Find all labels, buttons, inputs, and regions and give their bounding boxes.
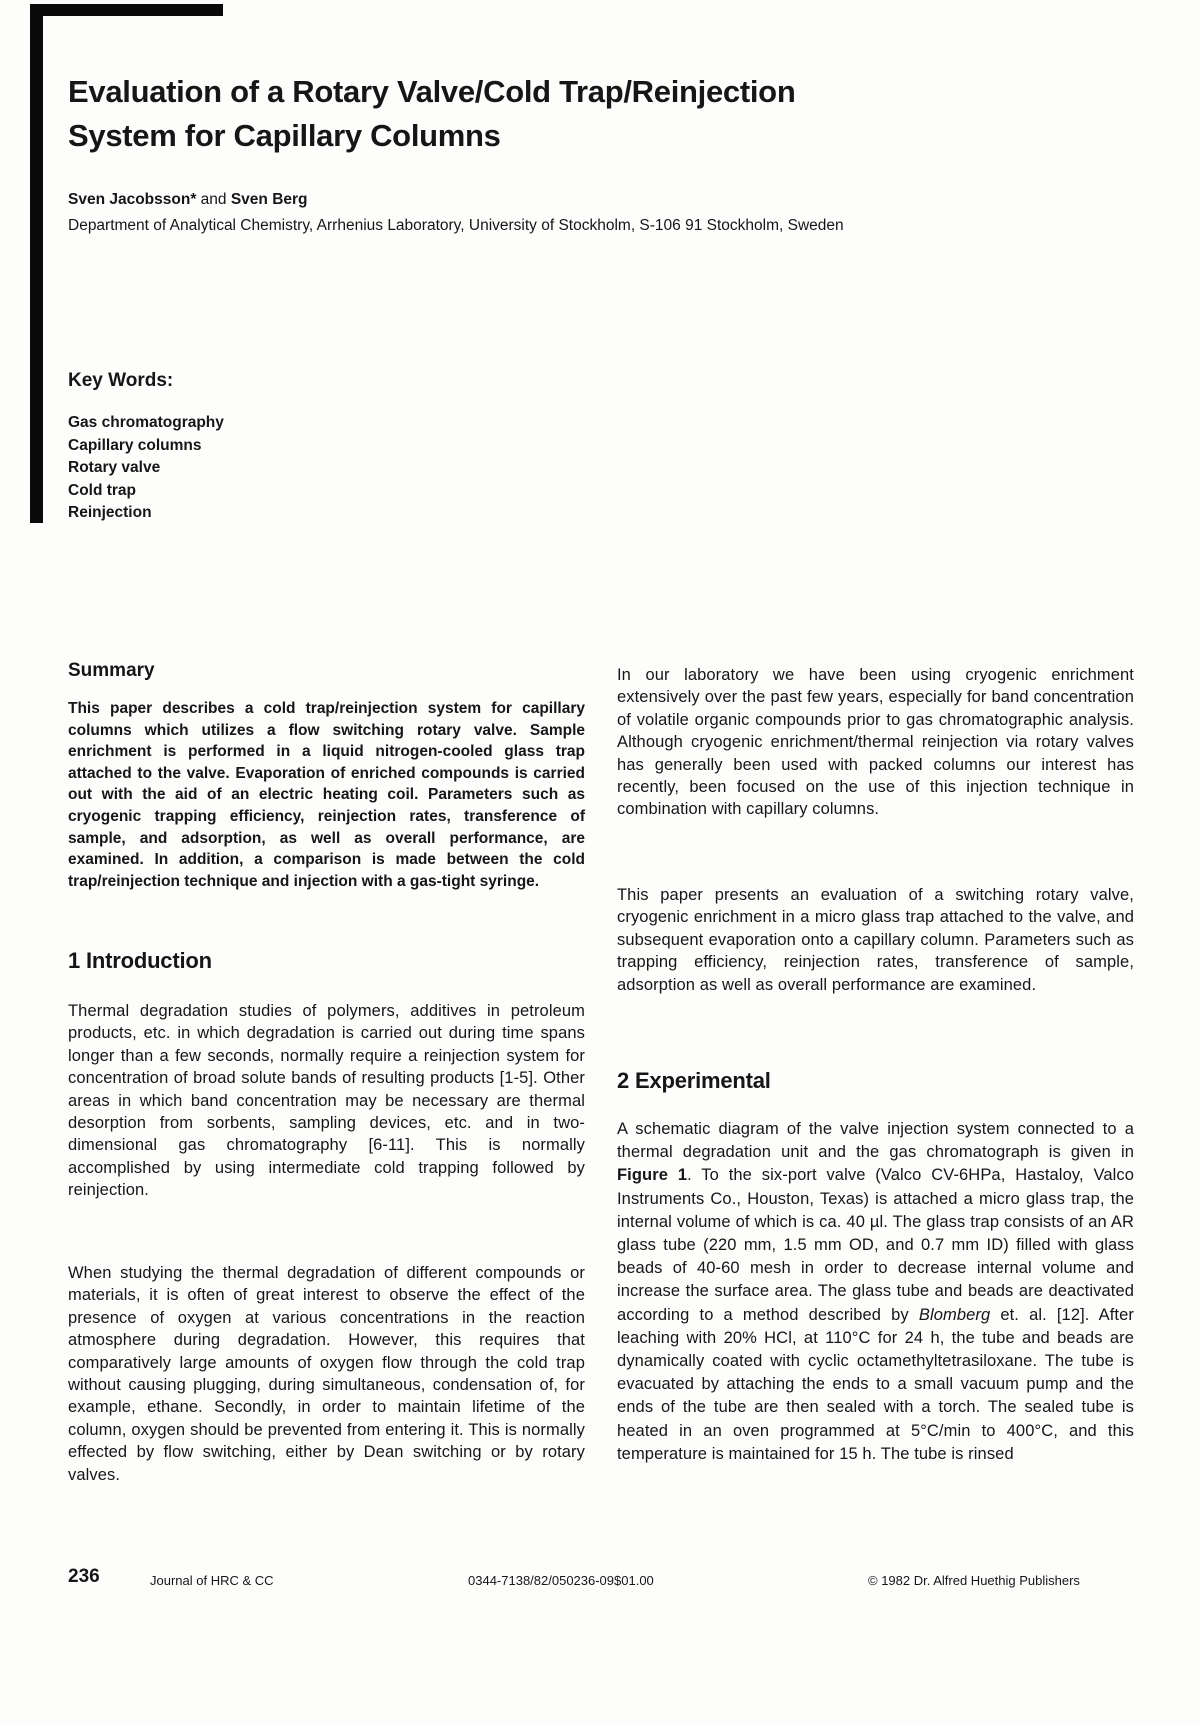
keyword-item: Gas chromatography — [68, 414, 224, 431]
figure-1-reference: Figure 1 — [617, 1166, 688, 1185]
affiliation: Department of Analytical Chemistry, Arrhenius Laboratory, University of Stockholm, S-106 91 Stockholm, Sweden — [68, 217, 844, 234]
right-paragraph-1: In our laboratory we have been using cryogenic enrichment extensively over the past few years, especially for band concentration of volatile organic compounds prior to gas chromatographic analysis. Although cryogenic enrichment/thermal reinjection via rotary valves has generally been used with packed columns our interest has recently, been focused on the use of this injection technique in combination with capillary columns. — [617, 666, 1134, 819]
experimental-paragraph — [617, 1118, 1134, 1466]
page-title-line-2: System for Capillary Columns — [68, 118, 501, 153]
author-2: Sven Berg — [230, 191, 308, 208]
summary-body: This paper describes a cold trap/reinjection system for capillary columns which utilizes a flow switching rotary valve. Sample enrichment is performed in a liquid nitrogen-cooled glass trap attached to the valve. Evaporation of enriched compounds is carried out with the aid of an electric heating coil. Parameters such as cryogenic trapping efficiency, reinjection rates, transference of sample, and adsorption, as well as overall performance, are examined. In addition, a comparison is made between the cold trap/reinjection technique and injection with a gas-tight syringe. — [68, 700, 585, 890]
byline — [68, 190, 968, 210]
page-number: 236 — [68, 1566, 100, 1587]
page-title — [68, 70, 968, 158]
keywords-list — [68, 412, 224, 525]
keyword-item: Capillary columns — [68, 436, 202, 454]
issn-code: 0344-7138/82/050236-09$01.00 — [468, 1573, 654, 1588]
keyword-item: Cold trap — [68, 481, 137, 499]
scan-artifact-top-bar — [30, 4, 223, 16]
keyword-item: Rotary valve — [68, 459, 161, 476]
experimental-text-part-2: . To the six-port valve (Valco CV-6HPa, Hastaloy, Valco Instruments Co., Houston, Texas) is attached a micro glass trap, the internal volume of which is ca. 40 µl. The glass trap consists of an AR glass tube (220 mm, 1.5 mm OD, and 0.7 mm ID) filled with glass beads of 40-60 mesh in order to decrease internal volume and increase the surface area. The glass tube and beads are deactivated according to a method described by — [617, 1166, 1135, 1324]
right-paragraph-2: This paper presents an evaluation of a switching rotary valve, cryogenic enrichment in a micro glass trap attached to the valve, and subsequent evaporation onto a capillary column. Parameters such as trapping efficiency, reinjection rates, transference of sample, adsorption as well as overall performance are examined. — [617, 886, 1134, 994]
introduction-heading: 1 Introduction — [68, 948, 212, 973]
blomberg-citation: Blomberg — [918, 1305, 991, 1324]
summary-heading: Summary — [68, 660, 155, 681]
keyword-item: Reinjection — [68, 504, 152, 521]
author-conjunction: and — [196, 191, 231, 208]
introduction-paragraph-1: Thermal degradation studies of polymers, additives in petroleum products, etc. in which degradation is carried out during time spans longer than a few seconds, normally require a reinjection system for concentration of broad solute bands of resulting products [1-5]. Other areas in which band concentration may be necessary are thermal desorption from sorbents, sampling devices, etc. and in two-dimensional gas chromatography [6-11]. This is normally accomplished by using intermediate cold trapping followed by reinjection. — [68, 1002, 585, 1200]
keywords-heading: Key Words: — [68, 370, 174, 391]
journal-name: Journal of HRC & CC — [150, 1573, 274, 1588]
copyright-notice: © 1982 Dr. Alfred Huethig Publishers — [868, 1573, 1080, 1588]
introduction-paragraph-2: When studying the thermal degradation of different compounds or materials, it is often of great interest to observe the effect of the presence of oxygen at various concentrations in the reaction atmosphere during degradation. However, this requires that comparatively large amounts of oxygen flow through the cold trap without causing plugging, during simultaneous, condensation of, for example, ethane. Secondly, in order to maintain lifetime of the column, oxygen should be prevented from entering it. This is normally effected by flow switching, either by Dean switching or by rotary valves. — [68, 1264, 585, 1484]
page-title-line-1: Evaluation of a Rotary Valve/Cold Trap/Reinjection — [68, 74, 796, 109]
experimental-text-part-1: A schematic diagram of the valve injection system connected to a thermal degradation unit and the gas chromatograph is given in — [617, 1120, 1134, 1162]
experimental-heading: 2 Experimental — [617, 1068, 771, 1093]
scan-artifact-left-bar — [30, 4, 43, 523]
author-1: Sven Jacobsson* — [68, 191, 197, 208]
experimental-text-part-3: et. al. [12]. After leaching with 20% HCl, at 110°C for 24 h, the tube and beads are dynamically coated with cyclic octamethyltetrasiloxane. The tube is evacuated by attaching the ends to a small vacuum pump and the ends of the tube are then sealed with a torch. The sealed tube is heated in an oven programmed at 5°C/min to 400°C, and this temperature is maintained for 15 h. The tube is rinsed — [617, 1305, 1134, 1463]
